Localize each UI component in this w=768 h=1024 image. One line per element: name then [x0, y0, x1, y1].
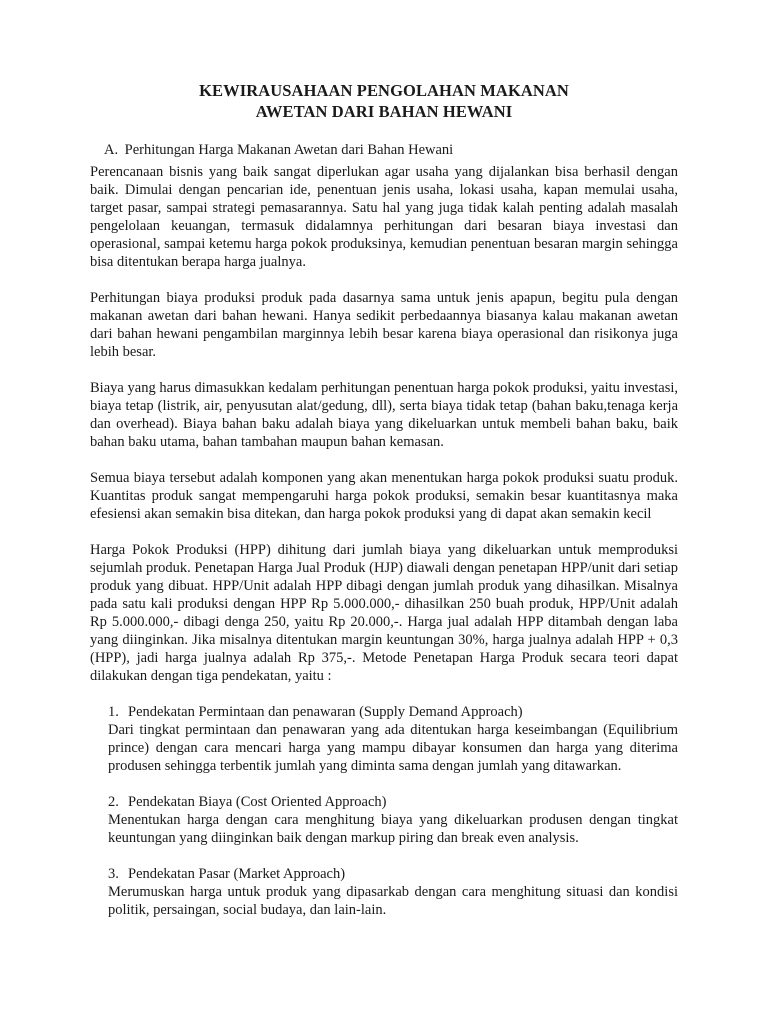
- approach-item: [90, 865, 678, 919]
- approach-title: Pendekatan Pasar (Market Approach): [128, 866, 346, 882]
- approach-title: Pendekatan Permintaan dan penawaran (Supply Demand Approach): [128, 704, 523, 720]
- approach-number: 1.: [108, 704, 119, 720]
- approach-description: Dari tingkat permintaan dan penawaran yang ada ditentukan harga keseimbangan (Equilibrium prince) dengan cara mencari harga yang mampu dibayar konsumen dan harga yang diterima produsen sehingga terbentik jumlah yang diminta sama dengan jumlah yang ditawarkan.: [108, 722, 678, 774]
- approach-description: Merumuskan harga untuk produk yang dipasarkab dengan cara menghitung situasi dan kondisi politik, persaingan, social budaya, dan lain-lain.: [108, 884, 678, 918]
- section-number: A.: [104, 142, 119, 158]
- approach-description: Menentukan harga dengan cara menghitung biaya yang dikeluarkan produsen dengan tingkat keuntungan yang diinginkan baik dengan markup piring dan break even analysis.: [108, 812, 678, 846]
- approach-number: 2.: [108, 794, 119, 810]
- approach-item: [90, 703, 678, 775]
- approach-number: 3.: [108, 866, 119, 882]
- approach-item: [90, 793, 678, 847]
- approach-heading: [108, 793, 678, 811]
- paragraph-business-planning: Perencanaan bisnis yang baik sangat diperlukan agar usaha yang dijalankan bisa berhasil dengan baik. Dimulai dengan pencarian ide, penentuan jenis usaha, lokasi usaha, kapan memulai usaha, target pasar, sampai strategi pemasarannya. Satu hal yang juga tidak kalah penting adalah masalah pengelolaan keuangan, termasuk didalamnya perhitungan dari besaran biaya investasi dan operasional, sampai ketemu harga pokok produksinya, kemudian penentuan besaran margin sehingga bisa ditentukan berapa harga jualnya.: [90, 164, 678, 270]
- title-line-2: AWETAN DARI BAHAN HEWANI: [255, 102, 513, 121]
- section-heading: [90, 141, 678, 159]
- paragraph-quantity-efficiency: Semua biaya tersebut adalah komponen yang akan menentukan harga pokok produksi suatu produk. Kuantitas produk sangat mempengaruhi harga pokok produksi, semakin besar kuantitasnya maka efesiensi akan semakin bisa ditekan, dan harga pokok produksi yang di dapat akan semakin kecil: [90, 470, 678, 522]
- document-title: [90, 80, 678, 122]
- paragraph-production-cost: Perhitungan biaya produksi produk pada dasarnya sama untuk jenis apapun, begitu pula dengan makanan awetan dari bahan hewani. Hanya sedikit perbedaannya biasanya kalau makanan awetan dari bahan hewani pengambilan marginnya lebih besar karena biaya operasional dan risikonya juga lebih besar.: [90, 290, 678, 360]
- title-line-1: KEWIRAUSAHAAN PENGOLAHAN MAKANAN: [199, 81, 569, 100]
- approach-title: Pendekatan Biaya (Cost Oriented Approach): [128, 794, 387, 810]
- paragraph-cost-components: Biaya yang harus dimasukkan kedalam perhitungan penentuan harga pokok produksi, yaitu investasi, biaya tetap (listrik, air, penyusutan alat/gedung, dll), serta biaya tidak tetap (bahan baku,tenaga kerja dan overhead). Biaya bahan baku adalah biaya yang dikeluarkan untuk membeli bahan baku, baik bahan baku utama, bahan tambahan maupun bahan kemasan.: [90, 380, 678, 450]
- approach-heading: [108, 865, 678, 883]
- document-page: [90, 80, 678, 937]
- approach-heading: [108, 703, 678, 721]
- paragraph-hpp-calculation: Harga Pokok Produksi (HPP) dihitung dari jumlah biaya yang dikeluarkan untuk memproduksi sejumlah produk. Penetapan Harga Jual Produk (HJP) diawali dengan penetapan HPP/unit dari setiap produk yang dibuat. HPP/Unit adalah HPP dibagi dengan jumlah produk yang dihasilkan. Misalnya pada satu kali produksi dengan HPP Rp 5.000.000,- dihasilkan 250 buah produk, HPP/Unit adalah Rp 5.000.000,- dibagi denga 250, yaitu Rp 20.000,-. Harga jual adalah HPP ditambah dengan laba yang diinginkan. Jika misalnya ditentukan margin keuntungan 30%, harga jualnya adalah HPP + 0,3 (HPP), jadi harga jualnya adalah Rp 375,-. Metode Penetapan Harga Produk secara teori dapat dilakukan dengan tiga pendekatan, yaitu :: [90, 542, 678, 684]
- section-heading-text: Perhitungan Harga Makanan Awetan dari Bahan Hewani: [124, 142, 454, 158]
